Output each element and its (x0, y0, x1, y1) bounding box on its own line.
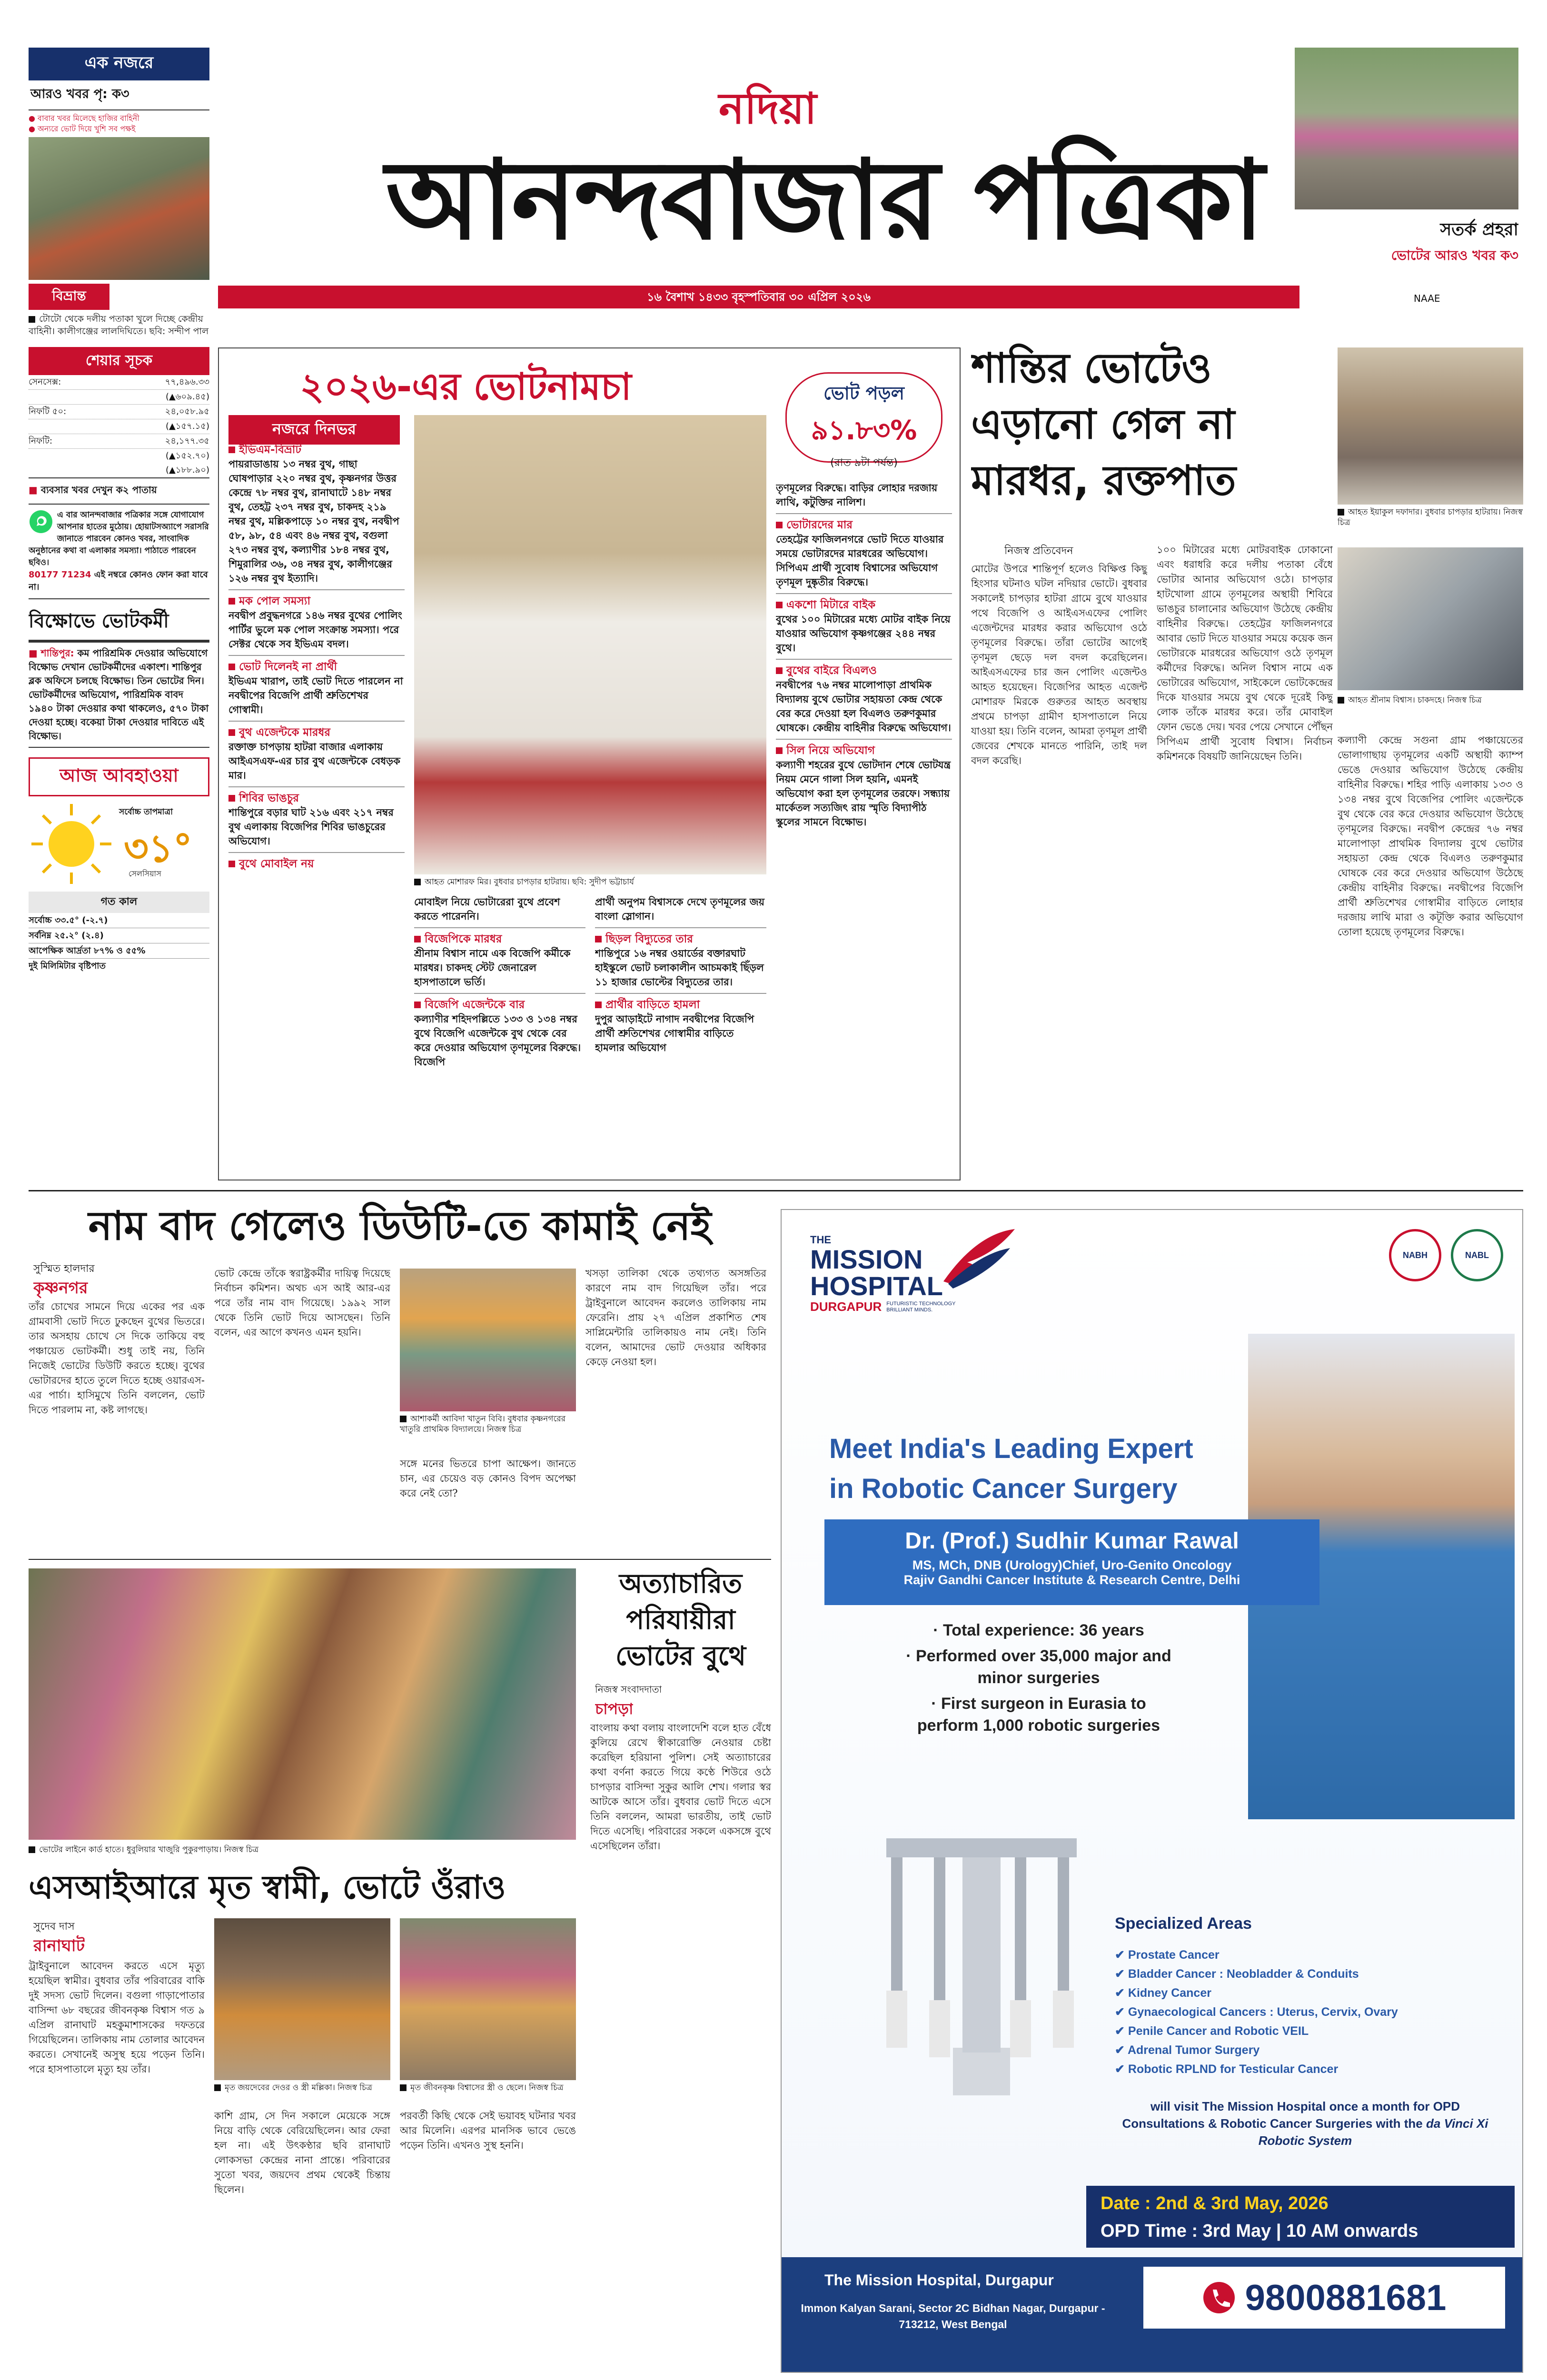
family-caption: মৃত জীবনকৃষ্ণ বিশ্বাসের স্ত্রী ও ছেলে। নিজস্ব চিত্র (400, 2082, 576, 2093)
esai-col1: ট্রাইবুনালে আবেদন করতে এসে মৃত্যু হয়েছিল স্বামীর। বুধবার তাঁর পরিবারের বাকি দুই সদস্য ভোট দিলেন। বগুলা গাড়াপোতার বাসিন্দা ৬৮ বছরের জীবনকৃষ্ণ বিশ্বাস গত ৯ এপ্রিল রানাঘাট মহকুমাশাসকের দফতরে গিয়েছিলেন। তালিকায় নাম তোলার আবেদন করতে। সেখানেই অসুস্থ হয়ে পড়েন তিনি। পরে হাসপাতালে মৃত্যু হয় তাঁর। (29, 1960, 205, 2075)
naam-place: কৃষ্ণনগর (33, 1279, 88, 1298)
bird-logo-icon (939, 1224, 1020, 1296)
spec-item: ✔ Robotic RPLND for Testicular Cancer (1115, 2063, 1339, 2076)
tile: সিল নিয়ে অভিযোগ কল্যাণী শহরের বুথে ভোটদান শেষে ভোটযন্ত্র নিয়ম মেনে গালা সিল হয়নি, এমনই অভিযোগ করা হল তৃণমূলের তরফে। সন্ধ্যায় মার্কেতল সত্যজিৎ রায় স্মৃতি বিদ্যাপীঠ স্কুলের সামনে বিক্ষোভ। (776, 740, 952, 833)
brief-bullets (29, 110, 209, 137)
robot-system-image (843, 1810, 1110, 2105)
nabl-badge: NABL (1451, 1229, 1503, 1281)
tile: প্রার্থী অনুপম বিশ্বাসকে দেখে তৃণমূলের জয় বাংলা স্লোগান। (595, 891, 766, 928)
ad-opd: OPD Time : 3rd May | 10 AM onwards (1101, 2221, 1418, 2241)
bikkhobh-title: বিক্ষোভে ভোটকর্মী (29, 610, 169, 632)
top-right-photo (1295, 48, 1518, 209)
asha-worker-photo (400, 1269, 576, 1411)
voter-queue-caption: ভোটের লাইনে কার্ড হাতে। ধুবুলিয়ার খাজুরি পুকুরপাড়ায়। নিজস্ব চিত্র (29, 1844, 576, 1855)
left-rail (29, 48, 209, 1214)
ek-najare-heading: এক নজরে (29, 48, 209, 80)
visit-text: will visit The Mission Hospital once a month for OPD Consultations & Robotic Cancer Surgeries with the da Vinci Xi Robotic System (1122, 2099, 1488, 2148)
accreditation-badges (1389, 1229, 1503, 1281)
tile: বিজেপিকে মারধর শ্রীনাম বিশ্বাস নামে এক বিজেপি কর্মীকে মারধর। চাকদহ স্টেট জেনারেল হাসপাতালে ভর্তি। (414, 928, 585, 994)
doctor-name: Dr. (Prof.) Sudhir Kumar Rawal (905, 1528, 1239, 1554)
hospital-ad[interactable] (781, 1209, 1523, 2373)
bibhranti-heading: বিভ্রান্ত (29, 284, 109, 310)
naam-col1: তাঁর চোখের সামনে দিয়ে একের পর এক গ্রামবাসী ভোট দিতে ঢুকছেন বুথের ভিতরে। তার অসহায় চোখে সে দিকে তাকিয়ে বহু পঞ্চায়েত ভোটকর্মী। শুধু তাই নয়, তিনি নিজেই ভোটের ডিউটি করতে হচ্ছে। বুথের ভোটারদের হাতে তুলে দিতে হচ্ছে ওয়ারএস-এর পার্চা। হাসিমুখে তিনি বললেন, ভোট দিতে পারলাম না, কষ্ট লাগছে। (29, 1301, 205, 1416)
bikkhobh-photo (29, 640, 209, 643)
tiles-mid (414, 891, 585, 1177)
tiles-mid2 (595, 891, 766, 1177)
divider (29, 1190, 1523, 1191)
weather-row: সর্বোচ্চ ৩৩.৫° (-২.৭) (29, 913, 209, 928)
tile: বুথে মোবাইল নয় (228, 853, 405, 875)
tile: বিজেপি এজেন্টকে বার কল্যাণীর শহিদপল্লিতে ১৩৩ ও ১৩৪ নম্বর বুথে বিজেপি এজেন্টকে বুথ থেকে বের করে দেওয়ার অভিযোগ তৃণমূলের বিরুদ্ধে। বিজেপি (414, 994, 585, 1073)
edition-code: NAAE (1414, 293, 1440, 304)
nabh-badge: NABH (1389, 1229, 1441, 1281)
spec-item: ✔ Prostate Cancer (1115, 1948, 1220, 1962)
date-band (1086, 2186, 1515, 2248)
weather-panel (29, 796, 209, 892)
ad-date: Date : 2nd & 3rd May, 2026 (1101, 2193, 1329, 2213)
injured-man-caption: আহত মোশারফ মির। বুধবার চাপড়ার হাটরায়। ছবি: সুদীপ ভট্টাচার্য (414, 877, 766, 887)
doctor-creds: Rajiv Gandhi Cancer Institute & Research Centre, Delhi (903, 1573, 1240, 1587)
spec-item: ✔ Adrenal Tumor Surgery (1115, 2043, 1260, 2057)
doctor-creds: MS, MCh, DNB (Urology)Chief, Uro-Genito Oncology (912, 1558, 1232, 1572)
esai-col2: কাশি গ্রাম, সে দিন সকালে মেয়েকে সঙ্গে নিয়ে বাড়ি থেকে বেরিয়েছিলেন। আর ফেরা হল না। এই উৎকণ্ঠার ছবি রানাঘাট লোকসভা কেন্দ্রের নানা প্রান্তে। পরিবারের সুতো খবর, জয়দেব প্রথম থেকেই চিন্তায় ছিলেন। (214, 2110, 390, 2195)
logo-tagline: FUTURISTIC TECHNOLOGY BRILLIANT MINDS. (886, 1300, 956, 1313)
table-row: নিফটি ৫০: ২৪,০৫৮.৯৫ (29, 405, 209, 419)
widow-caption: মৃত জয়দেবের দেওর ও স্ত্রী মল্লিকা। নিজস্ব চিত্র (214, 2082, 390, 2093)
table-row: সেনসেক্স: ৭৭,৪৯৬.৩৩ (29, 375, 209, 390)
shanti-col2: ১০০ মিটারের মধ্যে মোটরবাইক ঢোকানো এবং ধরাধরি করে দলীয় পতাকা বেঁধে ভোটার আনার অভিযোগ ওঠে। চাপড়ার হাটখোলা গ্রামে তৃণমূলের অস্থায়ী শিবিরে ভাঙচুর চালানোর অভিযোগ উঠেছে কেন্দ্রীয় বাহিনীর বিরুদ্ধে। তেহট্টের ফাজিলনগরে আবার ভোট দিতে যাওয়ার সময়ে কয়েক জন ভোটারকে মারধরের অভিযোগ ওঠে তৃণমূল কর্মীদের বিরুদ্ধে। অনিল বিশ্বাস নামে এক ভোটারের অভিযোগ, সাইকেলে ভোটকেন্দ্রের দিকে যাওয়ার সময়ে বুথ থেকে দূরেই কিছু লোক তাঁকে মারধর করে। তাঁর মোবাইল ফোন ভেঙে দেয়। খবর পেয়ে সেখানে পৌঁছন সিপিএম প্রার্থী সুবোধ বিশ্বাস। নির্বাচন কমিশনকে বিষয়টি জানিয়েছেন তিনি। (1157, 544, 1333, 762)
tile: ইভিএম-বিভ্রাট পায়রাডাঙায় ১৩ নম্বর বুথ, গাছা ঘোষপাড়ার ২২০ নম্বর বুথ, কৃষ্ণনগর উত্তর কেন্দ্রে ৭৮ নম্বর বুথ, রানাঘাটে ১৪৮ নম্বর বুথ, তেহট্ট ২৩৭ নম্বর বুথ, চাকদহ ২১৯ নম্বর বুথ, মল্লিকপাড়ে ১০ নম্বর বুথ, নবদ্বীপ ৫৮, ৯৮, ৫৪ এবং ৪৬ নম্বর বুথ, বগুলা ২৭৩ নম্বর বুথ, কল্যাণীর ১৮৪ নম্বর বুথ, শিমুরালির ৩৬, ৩৪ নম্বর বুথ, কালীগঞ্জের ১২৬ নম্বর বুথ ইত্যাদি। (228, 439, 405, 590)
shanti-headline: শান্তির ভোটেও এড়ানো গেল না মারধর, রক্তপাত (971, 345, 1236, 505)
table-row: (▲১৫৭.১৫) (29, 419, 209, 434)
whatsapp-icon (29, 509, 53, 534)
naam-col3: সঙ্গে মনের ভিতরে চাপা আক্ষেপ। জানতে চান, এর চেয়েও বড় কোনও বিপদ অপেক্ষা করে নেই তো? (400, 1458, 576, 1499)
injured-youth-photo (1338, 347, 1523, 505)
logo-line: DURGAPUR (810, 1299, 882, 1314)
badge-label: ভোট পড়ল (823, 383, 904, 404)
shanti-byline: নিজস্ব প্রতিবেদন (1004, 545, 1073, 557)
caption-title: সতর্ক প্রহরা (1440, 220, 1518, 239)
spec-item: ✔ Penile Cancer and Robotic VEIL (1115, 2024, 1309, 2038)
tile: শিবির ভাঙচুর শান্তিপুরে বড়ার ঘাট ২১৬ এবং ২১৭ নম্বর বুথ এলাকায় বিজেপির শিবির ভাঙচুরের অভিযোগ। (228, 787, 405, 853)
phone-box[interactable] (1143, 2267, 1505, 2329)
bikkhobh-text: ■ শান্তিপুর: কম পারিশ্রমিক দেওয়ার অভিযোগে বিক্ষোভ দেখান ভোটকর্মীদের একাংশ। শান্তিপুর ব্লক অফিসে চলছে বিক্ষোভ। তিন ভোটের দিন। ভোটকর্মীদের অভিযোগ, পারিশ্রমিক বাবদ ১৯৪০ টাকা দেওয়ার কথা থাকলেও, ৫৭০ টাকা দেওয়া হচ্ছে। বকেয়া টাকা দেওয়ার দাবিতে এই বিক্ষোভ। (29, 643, 209, 748)
list-item: ● অন্যরে ভোট দিয়ে খুশি সব পক্ষই (29, 124, 136, 133)
masthead (214, 67, 1299, 295)
check-icon: ✔ (1115, 1948, 1128, 1962)
sun-icon (29, 801, 114, 887)
vote-panel-title: ২০২৬-এর ভোটনামচা (300, 366, 632, 408)
doctor-band (824, 1519, 1319, 1605)
share-table (29, 375, 209, 478)
top-right-caption (1295, 217, 1518, 268)
phone-number: 9800881681 (1245, 2277, 1447, 2318)
vote-panel (218, 347, 961, 1180)
atyachar-headline: অত্যাচারিত পরিযায়ীরা ভোটের বুথে (615, 1568, 746, 1672)
arrow-icon: ■ (29, 484, 41, 496)
tile: তৃণমূলের বিরুদ্ধে। বাড়ির লোহার দরজায় লাথি, কটুক্তির নালিশ। (776, 477, 952, 514)
naam-col4: খসড়া তালিকা থেকে তথ্যগত অসঙ্গতির কারণে নাম বাদ গিয়েছিল তাঁর। পরে ট্রাইবুনালে আবেদন করলেও তালিকায় নাম ফেরেনি। প্রায় ২৭ এপ্রিল প্রকাশিত শেষ সাপ্লিমেন্টারি তালিকায়ও নাম নেই। তিনি বলেন, আমাদের ভোট দেওয়ার অধিকার কেড়ে নেওয়া হল। (585, 1268, 766, 1368)
weather-unit: সেলসিয়াস (129, 869, 161, 878)
table-row: (▲৬০৯.৪৫) (29, 390, 209, 405)
check-icon: ✔ (1115, 2063, 1128, 2076)
gotokal-label: গত কাল (29, 892, 209, 913)
spec-item: ✔ Bladder Cancer : Neobladder & Conduits (1115, 1967, 1359, 1981)
check-icon: ✔ (1115, 1967, 1128, 1981)
tile: বুথ এজেন্টকে মারধর রক্তাক্ত চাপড়ায় হাটরা বাজার এলাকায় আইএসএফ-এর চার বুথ এজেন্টকে বেধড়ক মার। (228, 722, 405, 787)
hospital-bed-photo (1338, 547, 1523, 690)
table-row: (▲১৫২.৭০) (165, 451, 209, 461)
tile: মক পোল সমস্যা নবদ্বীপ প্রবুদ্ধনগরে ১৪৬ নম্বর বুথের পোলিং পার্টির ভুলে মক পোল সংক্রান্ত সমস্যা। পরে সেক্টর থেকে সব ইভিএম বদল। (228, 590, 405, 656)
experience-list (905, 1619, 1172, 1736)
tile: বুথের বাইরে বিএলও নবদ্বীপের ৭৬ নম্বর মালোপাড়া প্রাথমিক বিদ্যালয় বুথে ভোটার সহায়তা কেন্দ্র থেকে বের করে দেওয়া হল বিএলও তরুণকুমার ঘোষকে। কেন্দ্রীয় বাহিনীর বিরুদ্ধে অভিযোগ। (776, 660, 952, 740)
naam-byline: সুস্মিত হালদার (33, 1263, 95, 1275)
check-icon: ✔ (1115, 1986, 1128, 2000)
atyachar-byline: নিজস্ব সংবাদদাতা (595, 1684, 662, 1695)
asha-worker-caption: আশাকর্মী আবিদা খাতুন বিবি। বুধবার কৃষ্ণনগরের খাতুরি প্রাথমিক বিদ্যালয়ে। নিজস্ব চিত্র (400, 1414, 565, 1434)
esai-col3: পরবর্তী কিছি থেকে সেই ভয়াবহ ঘটনার খবর আর মিলেনি। এরপর মানসিক ভাবে ভেঙে পড়েন তিনি। এখনও সুস্থ হননি। (400, 2110, 576, 2151)
badge-note: (রাত ৯টা পর্যন্ত) (830, 457, 898, 469)
ad-headline (829, 1429, 1193, 1509)
badge-value: ৯১.৮৩% (811, 415, 917, 446)
specialized-panel (1115, 1914, 1496, 2200)
divider (29, 1559, 771, 1560)
table-row: (▲১৮৮.৯০) (165, 465, 209, 475)
footer-name: The Mission Hospital, Durgapur (824, 2271, 1054, 2289)
widow-photo (214, 1918, 390, 2080)
dateline: ১৬ বৈশাখ ১৪৩৩ বৃহস্পতিবার ৩০ এপ্রিল ২০২৬ (646, 290, 871, 304)
atyachar-body: বাংলায় কথা বলায় বাংলাদেশি বলে হাত বেঁধে কুলিয়ে রেখে স্বীকারোক্তি নেওয়ার চেষ্টা করেছিল হরিয়ানা পুলিশ। সেই অত্যাচারের কথা বর্ণনা করতে গিয়ে কণ্ঠে শিউরে ওঠে চাপড়ার বাসিন্দা সুকুর আলি শেখ। গলার স্বর আটকে আসে তাঁর। বুধবার ভোট দিতে এসে তিনি বললেন, আমরা ভারতীয়, তাই ভোট দিতে এসেছি। পরিবারের সকলে একসঙ্গে বুথে এসেছিলেন তাঁরা। (590, 1722, 771, 1852)
tile: একশো মিটারে বাইক বুথের ১০০ মিটারের মধ্যে মোটর বাইক নিয়ে যাওয়ার অভিযোগ কৃষ্ণগঞ্জের ২৪৪ নম্বর বুথে। (776, 594, 952, 660)
shanti-rcol: কল্যাণী কেন্দ্রে সগুনা গ্রাম পঞ্চায়েতের ভোলাগাছায় তৃণমূলের একটি অস্থায়ী ক্যাম্প ভেঙে দেওয়ার অভিযোগ উঠেছে কেন্দ্রীয় বাহিনীর বিরুদ্ধে। শহির পাড়ি এলাকায় ১৩৩ ও ১৩৪ নম্বর বুথে বিজেপির পোলিং এজেন্টকে বুথ থেকে বের করে দেওয়ার অভিযোগ উঠেছে তৃণমূলের বিরুদ্ধে। নবদ্বীপ কেন্দ্রের ৭৬ নম্বর মালোপাড়া প্রাথমিক বিদ্যালয় বুথে ভোটার সহায়তা কেন্দ্র থেকে বিএলও তরুণকুমার ঘোষকে বের করে দেওয়ার অভিযোগ উঠেছে কেন্দ্রীয় বাহিনীর বিরুদ্ধে। নবদ্বীপের বিজেপি প্রার্থী শ্রুতিশেখর গোস্বামীর বাড়িতে লোহার দরজায় লাথি মারা ও কটূক্তি করার অভিযোগ তোলা হয়েছে তৃণমূলের বিরুদ্ধে। (1338, 734, 1523, 938)
ad-headline-line: Meet India's Leading Expert (829, 1433, 1193, 1464)
weather-max-label: সর্বোচ্চ তাপমাত্রা (119, 807, 173, 817)
business-note: ■ ব্যবসার খবর দেখুন ক২ পাতায় (29, 478, 209, 505)
esai-place: রানাঘাট (33, 1936, 85, 1955)
tile: মোবাইল নিয়ে ভোটারেরা বুথে প্রবেশ করতে পারেননি। (414, 891, 585, 928)
weather-row: আপেক্ষিক আর্দ্রতা ৮৭% ও ৫৫% (29, 943, 209, 959)
tile: ভোটারদের মার তেহট্টের ফাজিলনগরে ভোট দিতে যাওয়ার সময়ে ভোটারদের মারধরের অভিযোগ। সিপিএম প্রার্থী সুবোধ বিশ্বাসের অভিযোগ তৃণমূল দুষ্কৃতীর বিরুদ্ধে। (776, 514, 952, 594)
edition-label: নদিয়া (719, 84, 817, 134)
logo-line: MISSION (810, 1244, 923, 1274)
experience-item: · Total experience: 36 years (933, 1621, 1144, 1639)
family-photo (400, 1918, 576, 2080)
whatsapp-text: এ বার আনন্দবাজার পত্রিকার সঙ্গে যোগাযোগ আপনার হাতের মুঠোয়। হোয়াটসঅ্যাপে সরাসরি জানাতে পারবেন কোনও খবর, সাংবাদিক অনুষ্ঠানের কথা বা এলাকার সমস্যা। পাঠাতে পারবেন ছবিও। (29, 510, 209, 567)
ad-footer (782, 2257, 1522, 2373)
totto-photo (29, 137, 209, 280)
tile: প্রার্থীর বাড়িতে হামলা দুপুর আড়াইটে নাগাদ নবদ্বীপের বিজেপি প্রার্থী শ্রুতিশেখর গোস্বামীর বাড়িতে হামলার অভিযোগ (595, 994, 766, 1059)
whatsapp-box (29, 505, 209, 599)
tile: ছিড়ল বিদ্যুতের তার শান্তিপুরে ১৬ নম্বর ওয়ার্ডের বক্তারঘাট হাইস্কুলে ভোট চলাকালীন আচমকাই ছিঁড়ল ১১ হাজার ভোল্টের বিদ্যুতের তার। (595, 928, 766, 994)
dateline-bar (218, 286, 1299, 308)
footer-address: Immon Kalyan Sarani, Sector 2C Bidhan Nagar, Durgapur - 713212, West Bengal (801, 2302, 1105, 2330)
whatsapp-number[interactable]: 80177 71234 এই নম্বরে কোনও ফোন করা যাবে না। (29, 570, 208, 592)
injured-man-photo (414, 415, 766, 874)
spec-item: ✔ Gynaecological Cancers : Uterus, Cervix, Ovary (1115, 2005, 1398, 2019)
naam-col2: ভোট কেন্দ্রে তাঁকে স্বরাষ্ট্রকর্মীর দায়িত্ব দিয়েছে নির্বাচন কমিশন। অথচ এস আই আর-এর পরে তাঁর নাম বাদ গিয়েছে। ১৯৯২ সাল থেকে তিনি ভোট দিয়ে আসছেন। তিনি বলেন, এর আগে কখনও এমন হয়নি। (214, 1268, 390, 1338)
weather-rows (29, 913, 209, 973)
voter-queue-photo (29, 1568, 576, 1840)
bibhranti-caption: টোটো থেকে দলীয় পতাকা খুলে দিচ্ছে কেন্দ্রীয় বাহিনী। কালীগঞ্জের লালদিঘিতে। ছবি: সন্দীপ পাল (29, 314, 209, 337)
esai-headline: এসআইআরে মৃত স্বামী, ভোটে ওঁরাও (29, 1869, 506, 1906)
injured-youth-caption: আহত ইয়াকুল দফাদার। বুধবার চাপড়ার হাটরায়। নিজস্ব চিত্র (1338, 507, 1523, 527)
najare-heading: নজরে দিনভর (228, 415, 400, 445)
table-row: নিফটি: ২৪,১৭৭.৩৫ (29, 434, 209, 449)
logo-line: THE (810, 1234, 831, 1246)
esai-byline: সুদেব দাস (33, 1921, 75, 1933)
check-icon: ✔ (1115, 2005, 1128, 2019)
spec-title: Specialized Areas (1115, 1914, 1252, 1933)
shanti-col1: মোটের উপরে শান্তিপূর্ণ হলেও বিক্ষিপ্ত কিছু হিংসার ঘটনাও ঘটল নদিয়ার ভোটে। বুধবার সকালেই চাপড়ার হাটরা গ্রামে বুথে যাওয়ার পথে বিজেপি ও আইএসএফের পোলিং এজেন্টদের মারধর করার অভিযোগ ওঠে তৃণমূলের বিরুদ্ধে। তাঁরা ভোটের আগেই তৃণমূল ছেড়ে দল বদল করেছিলেন। আইএসএফের চার জন পোলিং এজেন্টও আহত হয়েছেন। বিজেপির আহত এজেন্ট মোশারফ মিরকে গুরুতর আহত অবস্থায় প্রথমে চাপড়া গ্রামীণ হাসপাতালে নিয়ে যাওয়া হয়। তিনি বলেন, আমরা তৃণমূল প্রার্থী জেবের শেখকে মানতে পারিনি, তাই দল বদল করেছি। (971, 563, 1147, 766)
spec-item: ✔ Kidney Cancer (1115, 1986, 1211, 2000)
list-item: ● বাবার খবর মিলেছে হাজির বাহিনী (29, 114, 139, 123)
tiles-right (776, 477, 952, 1177)
weather-row: দুই মিলিমিটার বৃষ্টিপাত (29, 961, 106, 971)
newspaper-title: আনন্দবাজার পত্রিকা (386, 136, 1263, 264)
experience-item: · First surgeon in Eurasia to perform 1,000 robotic surgeries (917, 1695, 1160, 1735)
spec-list (1115, 1945, 1496, 2079)
weather-heading: আজ আবহাওয়া (29, 757, 209, 796)
tiles-left (228, 439, 405, 1177)
atyachar-place: চাপড়া (595, 1700, 634, 1718)
logo-line: HOSPITAL (810, 1271, 943, 1301)
caption-more[interactable]: ভোটের আরও খবর ক৩ (1391, 248, 1518, 263)
share-heading: শেয়ার সূচক (29, 347, 209, 375)
check-icon: ✔ (1115, 2043, 1128, 2057)
tile: ভোট দিলেনই না প্রার্থী ইভিএম খারাপ, তাই ভোট দিতে পারলেন না নবদ্বীপের বিজেপি প্রার্থী শ্রুতিশেখর গোস্বামী। (228, 656, 405, 722)
ad-headline-line: in Robotic Cancer Surgery (829, 1473, 1178, 1504)
weather-row: সর্বনিম্ন ২৫.২° (২.৪) (29, 928, 209, 943)
weather-temp: ৩১° (124, 826, 192, 871)
more-news-link[interactable]: আরও খবর পৃ: ক৩ (29, 80, 209, 110)
vote-badge (785, 372, 942, 469)
phone-icon (1202, 2281, 1236, 2314)
check-icon: ✔ (1115, 2024, 1128, 2038)
naam-headline: নাম বাদ গেলেও ডিউটি-তে কামাই নেই (88, 1202, 712, 1249)
hospital-bed-caption: আহত শ্রীনাম বিশ্বাস। চাকদহে। নিজস্ব চিত্র (1338, 695, 1523, 705)
experience-item: · Performed over 35,000 major and minor surgeries (906, 1647, 1171, 1687)
